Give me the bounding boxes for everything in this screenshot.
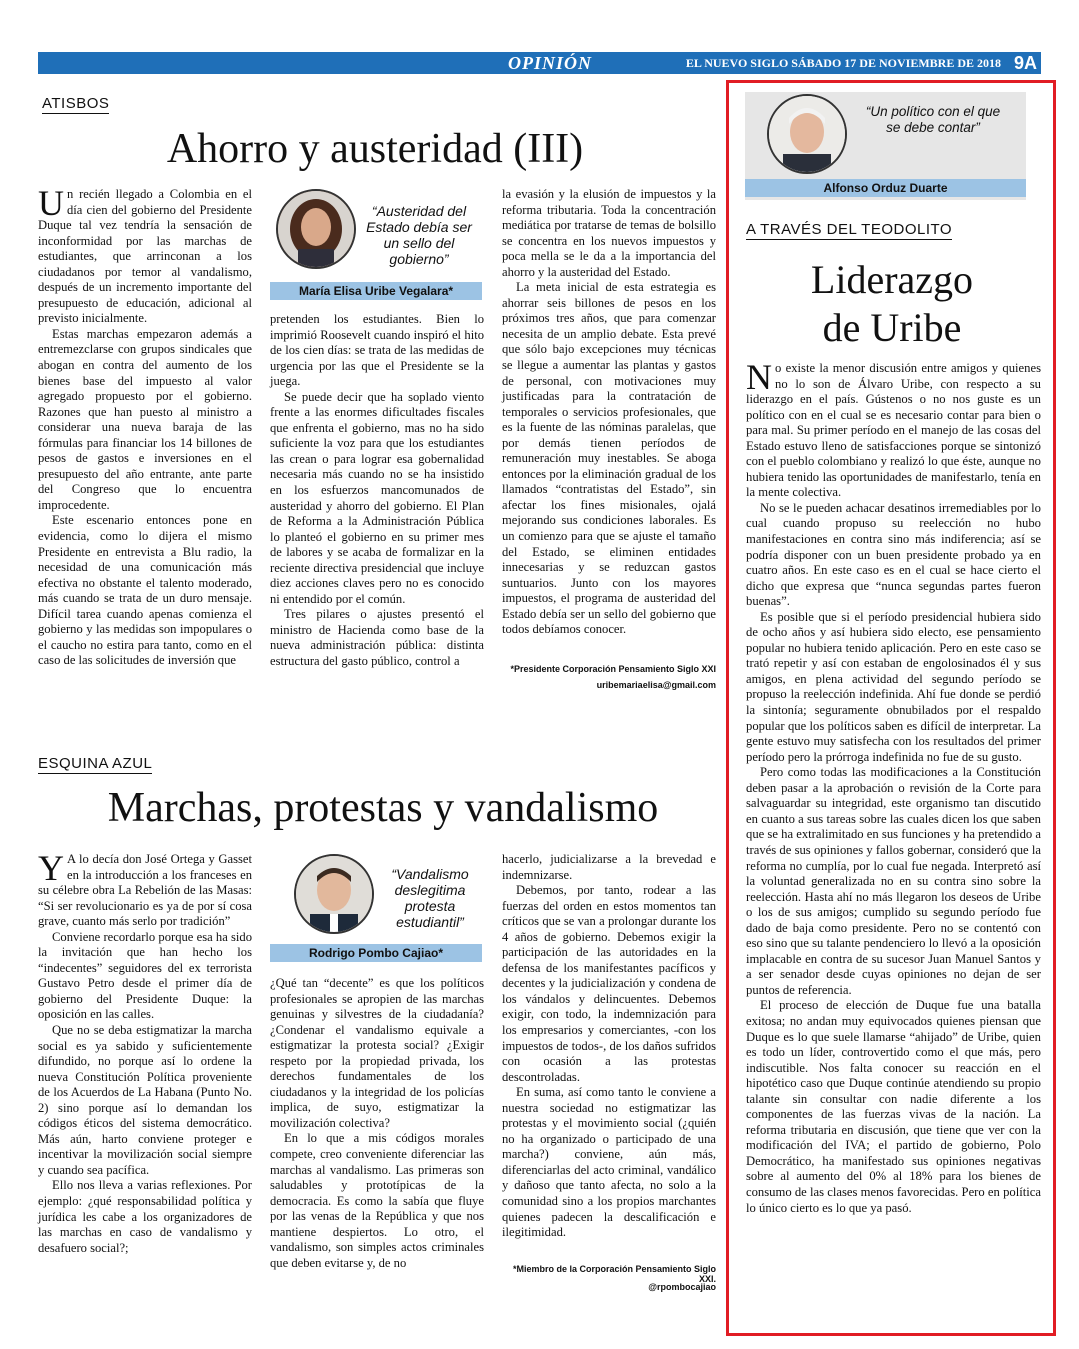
paragraph: Ello nos lleva a varias reflexiones. Por ejemplo: ¿qué responsabilidad política y jurídica les cabe a los organizadores de las marchas en caso de vandalismo y desafuero social?;: [38, 1178, 252, 1255]
article3-column: [746, 357, 1041, 1216]
author-photo: [276, 189, 356, 269]
article2-quote: “Vandalismo deslegitima protesta estudiantil”: [391, 866, 469, 930]
masthead-date: EL NUEVO SIGLO SÁBADO 17 DE NOVIEMBRE DE 2018: [685, 56, 1001, 70]
article3-author: Alfonso Orduz Duarte: [745, 179, 1026, 197]
paragraph: El proceso de elección de Duque fue una batalla exitosa; no andan muy equivocados quienes piensan que Duque es lo que suele llamarse “ahijado” de Uribe, quien es todo un líder, controvertido como el que más, pero indiscutible. Nos falta conocer su reacción en el hipotético caso que Duque continúe atendiendo su propio talante sin consultar con nadie diferente a los componentes de las fuerzas vivas de la nación. La reforma tributaria en discusión, que tiene que ver con la modificación del IVA; el partido de gobierno, Polo Democrático, ha manifestado sus opiniones negativas sobre al aumento del 0% al 18% para los bienes de consumo de las clases menos favorecidas. Pero en política lo único cierto es lo que ya pasó.: [746, 998, 1041, 1215]
article3-headline: [742, 256, 1042, 352]
author-photo: [294, 854, 374, 934]
headline-line: Liderazgo: [810, 257, 974, 302]
paragraph: Es posible que si el período presidencial hubiera sido de ocho años y así hubiera sido electo, ese pensamiento popular no hubiera tenido aplicación. Pero en este caso se trató repetir y así con estaban de engolosinados él y sus amigos, en plena actividad del segundo período se propuso la reelección indefinida. Ahí fue donde se perdió la sintonía; seguramente obnubilados por el respaldo popular que los políticos saben es difícil de interpretar. La gente estuvo muy satisfecha con los resultados del primer período pero la prórroga indefinida no fue de su gusto.: [746, 609, 1041, 764]
paragraph: Pero como todas las modificaciones a la Constitución deben pasar a la aprobación o revisión de la Corte para salvaguardar su integridad, este organismo tan discutido en cuanto a sus tareas sobre las cuales dicen los que saben que se ha extralimitado en sus funciones y ha pretendido a través de sus opiniones y fallos gobernar, consideró que la reforma no cumplía, por lo cual fue negada. Interpretó así la voluntad generalizada no en su contra sino sobre la reelección. Hasta ahí no más llegaron los deseos de Uribe o los de sus amigos; cumplido su segundo período fue dado de baja como presidente. Pero no se contentó con eso sino que su talante pendenciero lo llevó a la oposición implacable en contra de su sucesor Juan Manuel Santos y a ser senador desde cuyas opiniones no dejan de ser puntos de referencia.: [746, 765, 1041, 997]
article1-column-2: [270, 312, 484, 670]
article1-footnote: *Presidente Corporación Pensamiento Siglo XXI: [510, 664, 716, 674]
article2-quote-box: [270, 852, 482, 967]
paragraph: Tres pilares o ajustes presentó el ministro de Hacienda como base de la nueva administración pública: distinta estructura del gasto público, control a: [270, 607, 484, 669]
paragraph: la evasión y la elusión de impuestos y la reforma tributaria. Toda la concentración mediática por tratarse de temas de bolsillo se concentra en los nuevos impuestos y poca mella se le da a la importancia del ahorro y la austeridad del Estado.: [502, 187, 716, 279]
article3-quote-box: [745, 92, 1026, 200]
article1-headline: Ahorro y austeridad (III): [166, 126, 584, 172]
header-bar: [38, 52, 1041, 74]
paragraph: pretenden los estudiantes. Bien lo imprimió Roosevelt cuando inspiró el hito de los cien días: se trata de las medidas de urgencia por las que el Presidente se la juega.: [270, 312, 484, 389]
article1-quote-box: [270, 187, 482, 302]
paragraph: hacerlo, judicializarse a la brevedad e indemnizarse.: [502, 852, 716, 882]
paragraph: En suma, así como tanto le conviene a nuestra sociedad no estigmatizar las protestas y el movimiento social (¿quién no ha organizado o participado de una marcha?) conviene, aún más, diferenciarlas del acto criminal, vandálico y dañoso que tanto afecta, no solo a la comunidad sino a los propios marchantes quienes padecen la descalificación e ilegitimidad.: [502, 1085, 716, 1240]
article3-kicker: A TRAVÉS DEL TEODOLITO: [746, 221, 953, 238]
paragraph: La meta inicial de esta estrategia es ahorrar seis billones de pesos en los próximos tres años, que para comenzar necesita de un amplio debate. Esta prevé que sólo bajo excepciones muy técnicas se llegue a aumentar las plantas y gastos de personal, con motivaciones muy justificadas para la contratación de temporales o servicios profesionales, que es la fuente de las nóminas paralelas, que por demás tienen períodos de remuneración muy inestables. Se aboga entonces por la eliminación gradual de los llamados “contratistas del Estado”, sin afectar los fines misionales, ojalá mejorando sus condiciones laborales. Es un comienzo para que se ajuste el tamaño del Estado, se eliminen entidades innecesarias y se reduzcan gastos suntuarios. Junto con los mayores impuestos, el programa de austeridad del Estado debía ser un sello del gobierno que todos debíamos conocer.: [502, 280, 716, 637]
article3-quote: “Un político con el que se debe contar”: [865, 104, 1001, 135]
paragraph: o existe la menor discusión entre amigos y quienes no lo son de Álvaro Uribe, con respecto a su liderazgo en el país. Gústenos o no nos guste es un político con en el cual se es necesario contar para bien o para mal. Su primer período en el manejo de las cosas del Estado estuvo lleno de satisfacciones porque se sintonizó con el pueblo colombiano y realizó lo que éste, aunque no hubiera tenido las oportunidades de manifestarlo, tenía en la mente colectiva.: [746, 361, 1041, 500]
headline-line: de Uribe: [822, 305, 962, 350]
paragraph: Conviene recordarlo porque esa ha sido la invitación que han hecho los “indecentes” seguidores del ex terrorista Gustavo Petro desde el primer día de gobierno del Presidente Duque: la oposición en las calles.: [38, 929, 252, 1022]
article2-column-2: [270, 976, 484, 1271]
article2-headline: Marchas, protestas y vandalismo: [107, 785, 659, 831]
article2-kicker: ESQUINA AZUL: [38, 755, 153, 772]
section-name: OPINIÓN: [508, 53, 593, 73]
article1-quote: “Austeridad del Estado debía ser un sello del gobierno”: [366, 203, 472, 267]
article2-handle: @rpombocajiao: [648, 1282, 716, 1292]
article2-footnote: *Miembro de la Corporación Pensamiento Siglo XXI.: [512, 1264, 716, 1284]
article2-column-3: [502, 852, 716, 1241]
paragraph: ¿Qué tan “decente” es que los políticos profesionales se apropien de las marchas genuinas y silvestres de la ciudadanía? ¿Condenar el vandalismo equivale a estigmatizar la protesta social? ¿Exigir respeto por la propiedad privada, los derechos fundamentales de los ciudadanos y la integridad de los policías implica, de suyo, estigmatizar la movilización colectiva?: [270, 976, 484, 1130]
paragraph: Se puede decir que ha soplado viento frente a las enormes dificultades fiscales que enfrenta el gobierno, mas no ha sido suficiente la voz para que los estudiantes las crean o para lograr esa gobernalidad necesaria más cuando no se ha insistido en los esfuerzos mancomunados de austeridad y ahorro del gobierno. El Plan de Reforma a la Administración Pública lo planteó el gobierno en su primer mes de labores y se acaba de formalizar en la reciente directiva presidencial que incluye diez acciones claves pero no es conocido ni entendido por el común.: [270, 389, 484, 606]
paragraph: Este escenario entonces pone en evidencia, como lo dijera el mismo Presidente en entrevista a Blu radio, la necesidad de una comunicación más efectiva no obstante el talento moderado, más cuando se trata de un duro mensaje. Difícil tarea cuando apenas comienza el gobierno y las medidas son impopulares o el caucho no estira para tanto, como en el caso de las solicitudes de inversión que: [38, 513, 252, 668]
drop-cap: U: [38, 183, 64, 223]
page-number: 9A: [1013, 53, 1037, 73]
drop-cap: N: [746, 357, 772, 397]
author-photo: [767, 94, 847, 174]
article1-column-1: [38, 183, 252, 669]
article1-column-3: [502, 187, 716, 638]
paragraph: n recién llegado a Colombia en el día cien del gobierno del Presidente Duque tal vez tendría la sensación de inconformidad por las marchas de estudiantes, que arrinconan a los ciudadanos por temor al vandalismo, después de un incremento importante del presupuesto de educación, adicional al previsto inicialmente.: [38, 187, 252, 326]
paragraph: Que no se deba estigmatizar la marcha social es ya sabido y suficientemente difundido, no porque así lo ordene la nueva Constitución Política proveniente de los Acuerdos de La Habana (Punto No. 2) sino porque así lo demandan los códigos éticos del sistema democrático. Más aún, harto conviene proteger e incentivar la movilización social siempre y cuando sea pacífica.: [38, 1023, 252, 1177]
paragraph: A lo decía don José Ortega y Gasset en la introducción a los franceses en su célebre obra La Rebelión de las Masas: “Si ser revolucionario es ya de por sí cosa grave, cuanto más serlo por tradición”: [38, 852, 252, 929]
paragraph: No se le pueden achacar desatinos irremediables por lo cual cuando propuso su reelección no hubo manifestaciones en contra sino más indiferencia; así se podría disponer con un buen presidente probado ya en cuatro años. En este caso es en el cual se hace cierto el dicho que expresa que “nunca segundas partes fueron buenas”.: [746, 500, 1041, 609]
article2-author: Rodrigo Pombo Cajiao*: [270, 944, 482, 962]
paragraph: Estas marchas empezaron además a entremezclarse con grupos sindicales que abogan en contra del aumento de los bienes base del impuesto al valor agregado propuesto por el gobierno. Razones que han puesto al ministro a considerar una nueva baraja de las fórmulas para financiar los 14 billones de pesos de gastos e inversiones en el presupuesto del año entrante, ante parte del Congreso que lo encuentra improcedente.: [38, 326, 252, 512]
paragraph: En lo que a mis códigos morales compete, creo conveniente diferenciar las marchas al vandalismo. Las primeras son saludables y prototípicas de la democracia. Es como la sabía que fluye por las venas de la República y que nos mantiene despiertos. Lo otro, el vandalismo, son simples actos criminales que deben evitarse y, de no: [270, 1131, 484, 1270]
article1-email: uribemariaelisa@gmail.com: [596, 680, 716, 690]
article1-author: María Elisa Uribe Vegalara*: [270, 282, 482, 300]
article2-column-1: [38, 848, 252, 1256]
paragraph: Debemos, por tanto, rodear a las fuerzas del orden en estos momentos tan críticos que se van a prolongar durante los 4 años de gobierno. Debemos exigir la participación de las autoridades en la defensa de los manifestantes pacíficos y decentes y la judicialización y condena de los vándalos y delincuentes. Debemos exigir, con todo, la indemnización para los empresarios y comerciantes, -con los impuestos de todos-, de los daños sufridos con ocasión a las protestas descontroladas.: [502, 883, 716, 1084]
article1-kicker: ATISBOS: [42, 95, 110, 112]
drop-cap: Y: [38, 848, 64, 888]
